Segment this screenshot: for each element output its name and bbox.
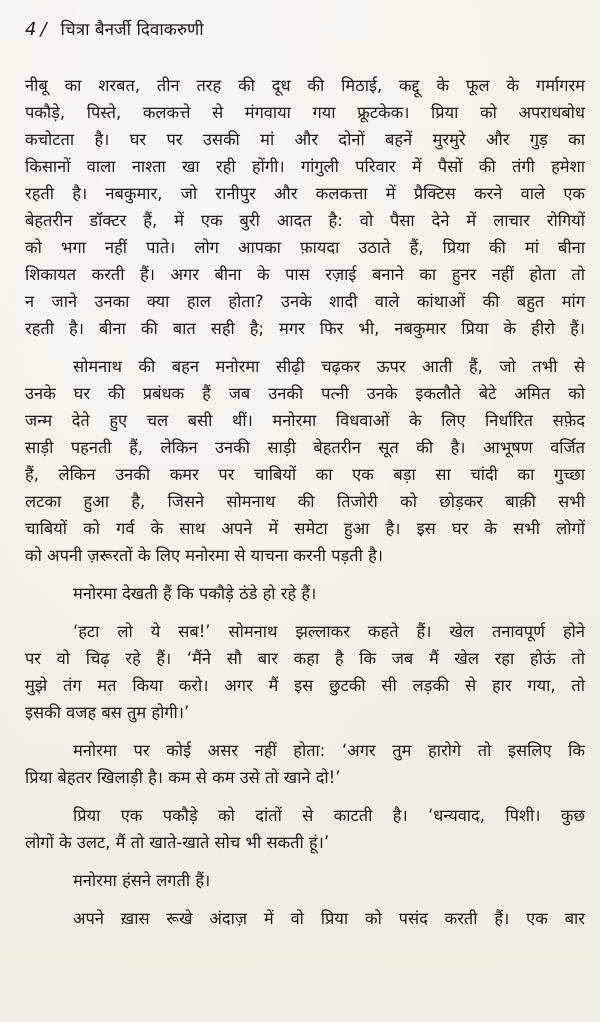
- text-line: जन्म देते हुए चल बसी थीं। मनोरमा विधवाओं के लिए निर्धारित सफ़ेद: [25, 411, 585, 430]
- page-number: 4: [25, 19, 37, 40]
- text-line: कचोटता है। घर पर उसकी मां और दोनों बहनें मुरमुरे और गुड़ का: [25, 130, 585, 149]
- paragraph: [25, 353, 585, 569]
- text-line: प्रिया एक पकौड़े को दांतों से काटती है। ‘धन्यवाद, पिशी। कुछ: [73, 806, 585, 825]
- body-text: [25, 72, 585, 932]
- text-line: ‘हटा लो ये सब!’ सोमनाथ झल्लाकर कहते हैं। खेल तनावपूर्ण होने: [73, 622, 585, 641]
- text-line: चाबियों को गर्व के साथ अपने में समेटा हुआ है। इस घर के सभी लोगों: [25, 519, 585, 538]
- text-line: रहती है। बीना की बात सही है; मगर फिर भी, नबकुमार प्रिया के हीरो हैं।: [25, 319, 585, 338]
- text-line: इसकी वजह बस तुम होगी।’: [25, 703, 190, 722]
- paragraph: [25, 72, 585, 342]
- text-line: शिकायत करती हैं। अगर बीना के पास रज़ाई बनाने का हुनर नहीं होता तो: [25, 265, 585, 284]
- text-line: प्रिया बेहतर खिलाड़ी है। कम से कम उसे तो खाने दो!’: [25, 768, 341, 787]
- paragraph: [25, 867, 585, 894]
- paragraph: [25, 618, 585, 726]
- paragraph: [25, 737, 585, 791]
- paragraph: [25, 905, 585, 932]
- text-line: साड़ी पहनती हैं, लेकिन उनकी साड़ी बेहतरीन सूत की है। आभूषण वर्जित: [25, 438, 585, 457]
- text-line: हैं, लेकिन उनकी कमर पर चाबियों का एक बड़ा सा चांदी का गुच्छा: [25, 465, 585, 484]
- text-line: नीबू का शरबत, तीन तरह की दूध की मिठाई, कद्दू के फूल के गर्मागरम: [25, 76, 585, 95]
- text-line: बेहतरीन डॉक्टर हैं, में एक बुरी आदत है: वो पैसा देने में लाचार रोगियों: [25, 211, 585, 230]
- text-line: पर वो चिढ़ रहे हैं। ‘मैंने सौ बार कहा है कि जब मैं खेल रहा होऊं तो: [25, 649, 585, 668]
- text-line: अपने ख़ास रूखे अंदाज़ में वो प्रिया को पसंद करती हैं। एक बार: [73, 909, 585, 928]
- text-line: लटका हुआ है, जिसने सोमनाथ की तिजोरी को छोड़कर बाक़ी सभी: [25, 492, 585, 511]
- text-line: को अपनी ज़रूरतों के लिए मनोरमा से याचना करनी पड़ती है।: [25, 546, 383, 565]
- text-line: मनोरमा देखती हैं कि पकौड़े ठंडे हो रहे हैं।: [73, 584, 317, 603]
- text-line: न जाने उनका क्या हाल होता? उनके शादी वाले कांथाओं की बहुत मांग: [25, 292, 585, 311]
- running-head: [25, 14, 204, 46]
- header-separator: /: [40, 19, 47, 40]
- text-line: किसानों वाला नाश्ता खा रही होंगी। गांगुली परिवार में पैसों की तंगी हमेशा: [25, 157, 585, 176]
- text-line: मुझे तंग मत किया करो। अगर मैं इस छुटकी सी लड़की से हार गया, तो: [25, 676, 585, 695]
- paragraph: [25, 580, 585, 607]
- text-line: सोमनाथ की बहन मनोरमा सीढ़ी चढ़कर ऊपर आती हैं, जो तभी से: [73, 357, 585, 376]
- text-line: लोगों के उलट, मैं तो खाते-खाते सोच भी सकती हूं।’: [25, 833, 330, 852]
- paragraph: [25, 802, 585, 856]
- text-line: पकौड़े, पिस्ते, कलकत्ते से मंगवाया गया फ्रूटकेक। प्रिया को अपराधबोध: [25, 103, 585, 122]
- text-line: मनोरमा हंसने लगती हैं।: [73, 871, 211, 890]
- text-line: को भगा नहीं पाते। लोग आपका फ़ायदा उठाते हैं, प्रिया की मां बीना: [25, 238, 585, 257]
- author-name: चित्रा बैनर्जी दिवाकरुणी: [60, 20, 204, 40]
- text-line: मनोरमा पर कोई असर नहीं होता: ‘अगर तुम हारोगे तो इसलिए कि: [73, 741, 585, 760]
- text-line: उनके घर की प्रबंधक हैं जब उनकी पत्नी उनके इकलौते बेटे अमित को: [25, 384, 585, 403]
- text-line: रहती है। नबकुमार, जो रानीपुर और कलकत्ता में प्रैक्टिस करने वाले एक: [25, 184, 585, 203]
